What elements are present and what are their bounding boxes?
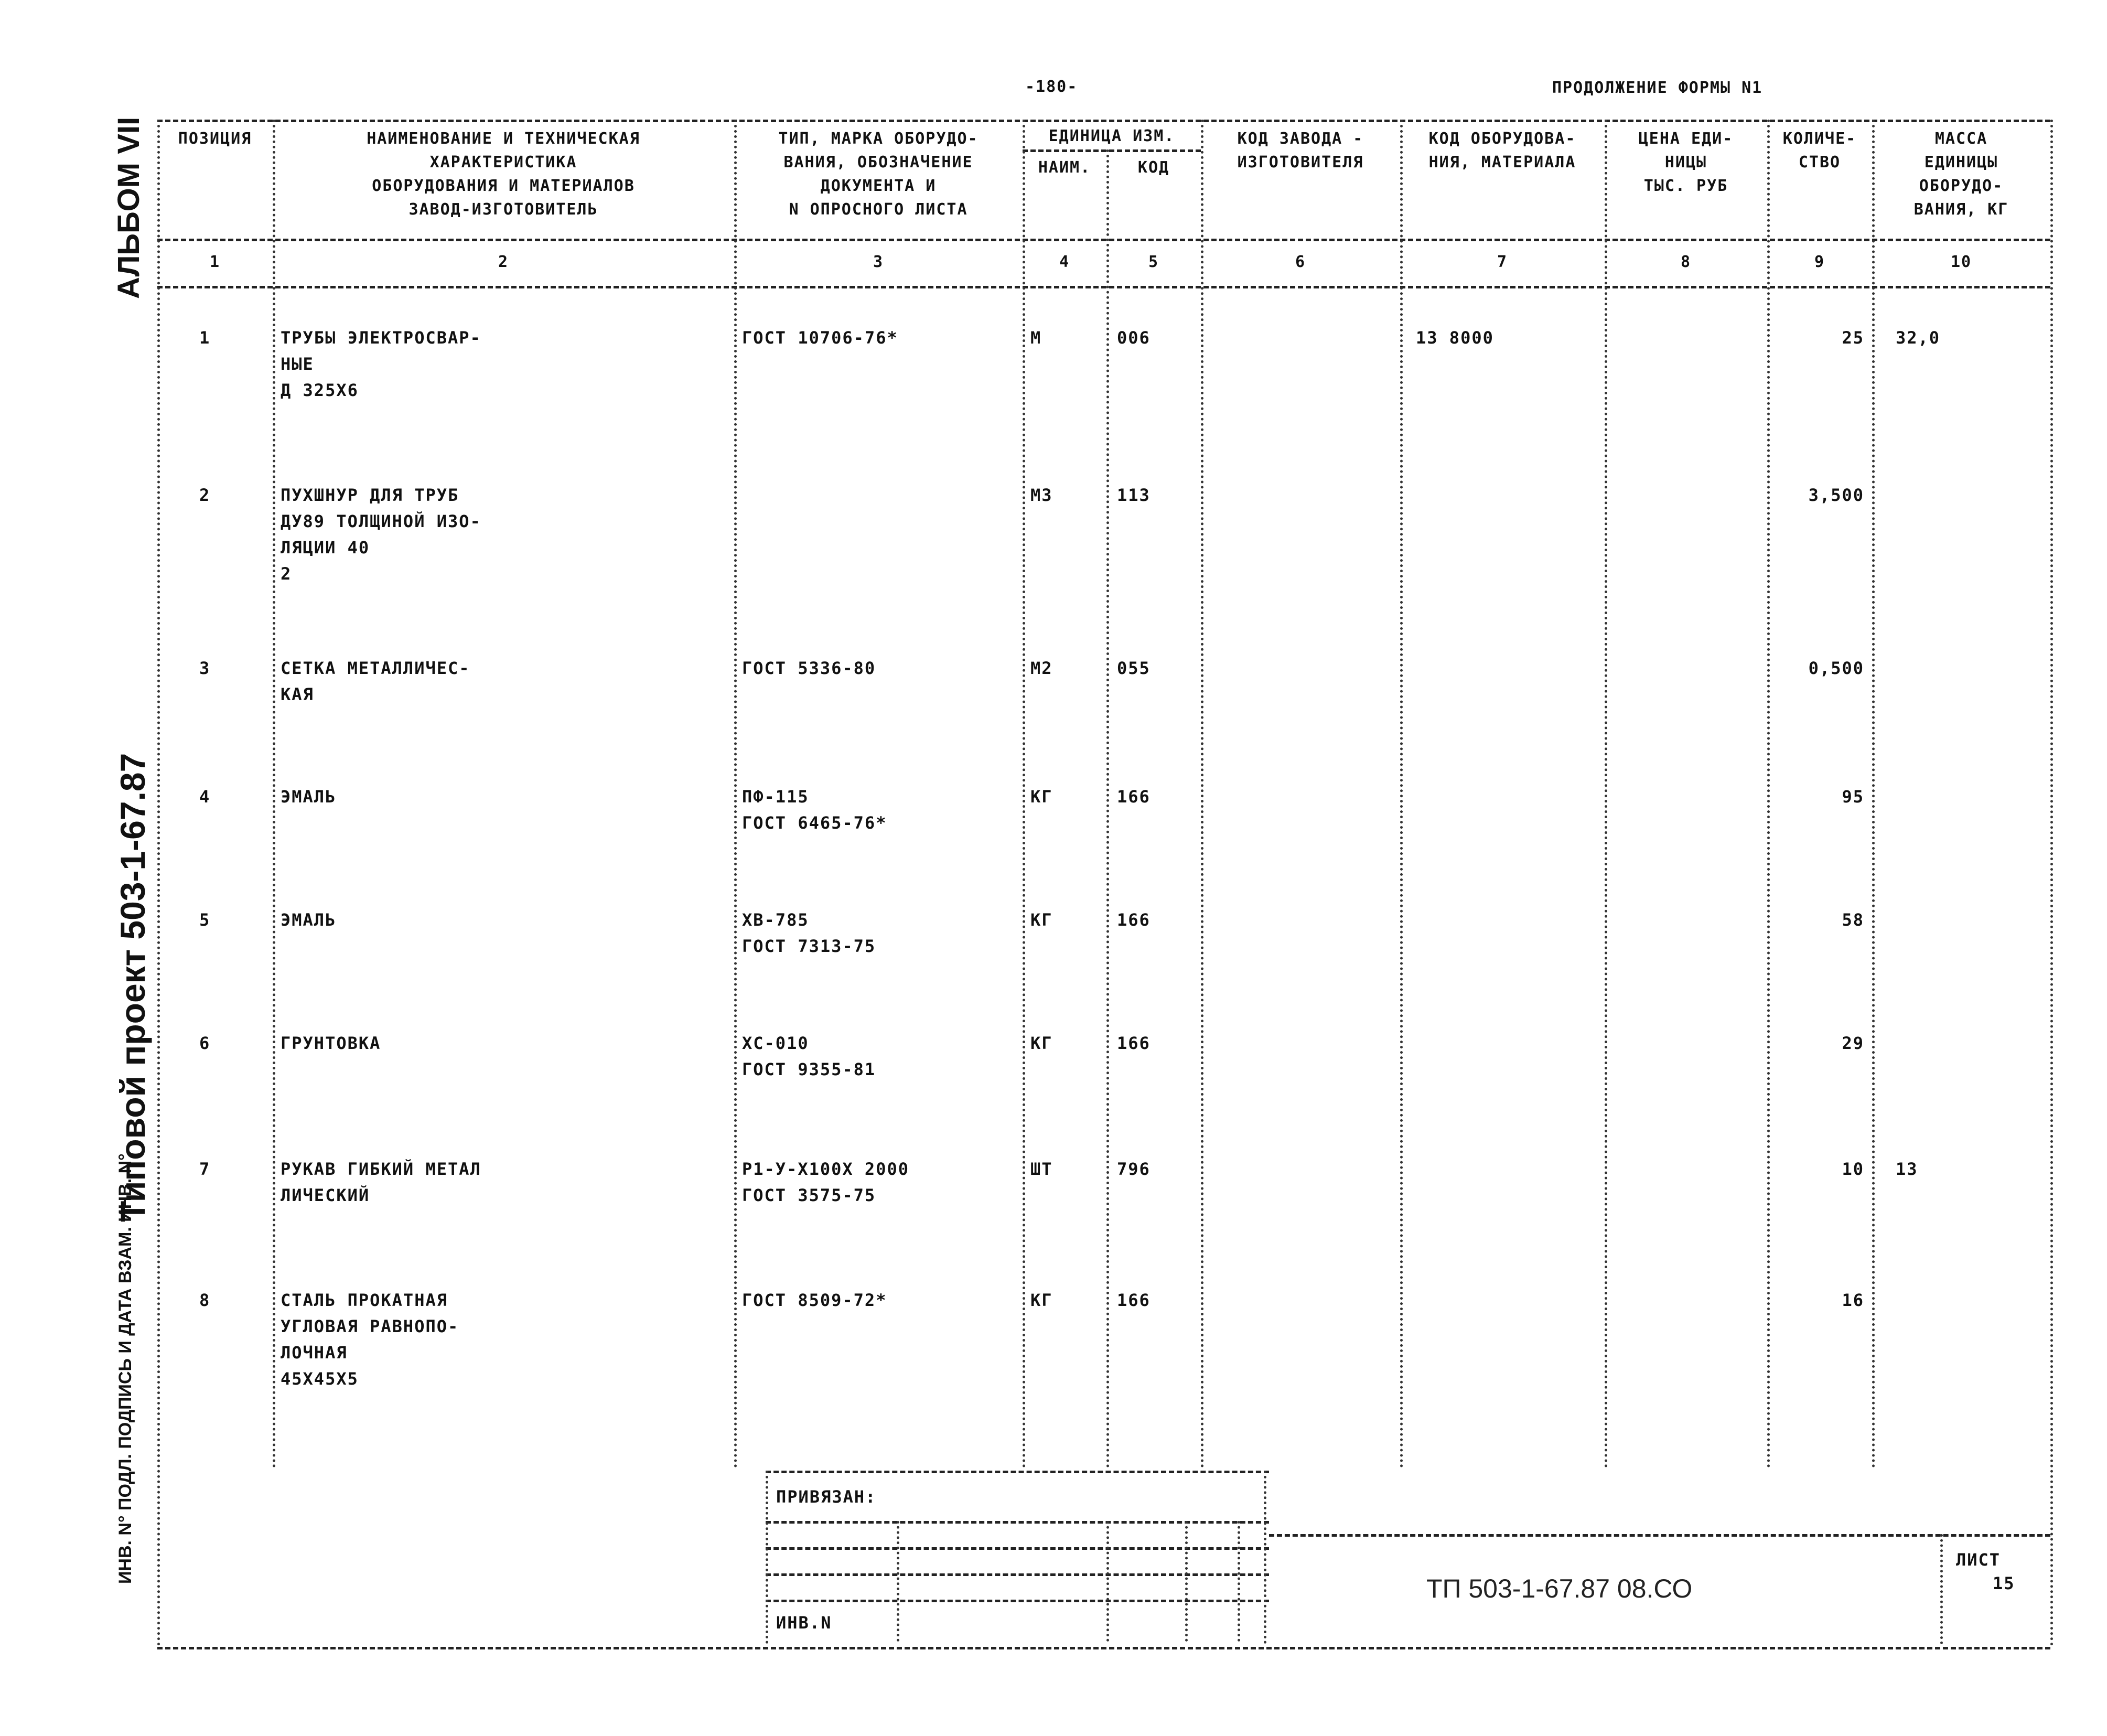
- row-name-line: РУКАВ ГИБКИЙ МЕТАЛ: [281, 1159, 481, 1179]
- row-quantity: 58: [1842, 910, 1864, 930]
- column-number-1: 1: [209, 253, 221, 271]
- column-header-8: ТЫС. РУБ: [1643, 177, 1728, 195]
- row-type-line: ГОСТ 10706-76*: [742, 328, 898, 348]
- row-unit-code: 113: [1117, 485, 1151, 505]
- column-header-5: КОД: [1137, 158, 1170, 177]
- column-header-3: N ОПРОСНОГО ЛИСТА: [789, 200, 968, 219]
- column-number-4: 4: [1059, 253, 1070, 271]
- row-unit-code: 166: [1117, 1290, 1151, 1310]
- row-name-line: ГРУНТОВКА: [281, 1033, 381, 1053]
- column-number-7: 7: [1497, 253, 1508, 271]
- row-quantity: 3,500: [1808, 485, 1864, 505]
- sheet-number: 15: [1993, 1573, 2015, 1593]
- row-quantity: 95: [1842, 787, 1864, 807]
- document-code: ТП 503-1-67.87 08.СО: [1426, 1574, 1693, 1603]
- row-mass: 32,0: [1896, 328, 1941, 348]
- row-name-line: СТАЛЬ ПРОКАТНАЯ: [281, 1290, 448, 1310]
- column-number-8: 8: [1680, 253, 1692, 271]
- column-header-4: НАИМ.: [1038, 158, 1091, 177]
- row-position: 5: [199, 910, 211, 930]
- column-header-2: ОБОРУДОВАНИЯ И МАТЕРИАЛОВ: [372, 177, 635, 195]
- row-unit: КГ: [1030, 787, 1053, 807]
- column-number-2: 2: [498, 253, 509, 271]
- row-unit: КГ: [1030, 1033, 1053, 1053]
- row-unit: КГ: [1030, 1290, 1053, 1310]
- row-name-line: Д 325Х6: [281, 380, 359, 400]
- stamp-inv-label: ИНВ.N: [776, 1613, 832, 1633]
- column-header-10: МАССА: [1934, 130, 1988, 148]
- column-header-10: ЕДИНИЦЫ: [1924, 153, 1998, 172]
- row-unit: М: [1030, 328, 1042, 348]
- row-position: 2: [199, 485, 211, 505]
- row-type-line: ГОСТ 3575-75: [742, 1185, 876, 1205]
- row-type-line: ГОСТ 5336-80: [742, 658, 876, 678]
- row-equipment-code: 13 8000: [1416, 328, 1494, 348]
- row-position: 3: [199, 658, 211, 678]
- column-header-2: ЗАВОД-ИЗГОТОВИТЕЛЬ: [408, 200, 598, 219]
- row-type-line: Р1-У-Х100Х 2000: [742, 1159, 909, 1179]
- row-mass: 13: [1896, 1159, 1918, 1179]
- row-unit-code: 166: [1117, 1033, 1151, 1053]
- row-type-line: ГОСТ 8509-72*: [742, 1290, 887, 1310]
- row-name-line: 45Х45Х5: [281, 1369, 359, 1389]
- column-number-6: 6: [1295, 253, 1306, 271]
- row-name-line: ЛИЧЕСКИЙ: [281, 1185, 370, 1205]
- row-name-line: ЛЯЦИИ 40: [281, 538, 370, 558]
- column-number-5: 5: [1148, 253, 1159, 271]
- row-name-line: УГЛОВАЯ РАВНОПО-: [281, 1316, 459, 1336]
- row-name-line: НЫЕ: [281, 354, 314, 374]
- row-name-line: ПУХШНУР ДЛЯ ТРУБ: [281, 485, 459, 505]
- column-header-9: КОЛИЧЕ-: [1782, 130, 1857, 148]
- column-header-8: ЦЕНА ЕДИ-: [1638, 130, 1734, 148]
- column-header-2: ХАРАКТЕРИСТИКА: [429, 153, 577, 172]
- row-unit: ШТ: [1030, 1159, 1053, 1179]
- row-type-line: ГОСТ 9355-81: [742, 1059, 876, 1079]
- side-project: Типовой проект 503-1-67.87: [113, 753, 152, 1222]
- column-header-3: ВАНИЯ, ОБОЗНАЧЕНИЕ: [783, 153, 973, 172]
- row-quantity: 25: [1842, 328, 1864, 348]
- row-quantity: 0,500: [1808, 658, 1864, 678]
- column-header-9: СТВО: [1798, 153, 1841, 172]
- row-name-line: ЛОЧНАЯ: [281, 1343, 348, 1363]
- row-position: 4: [199, 787, 211, 807]
- column-number-9: 9: [1814, 253, 1825, 271]
- column-header-10: ОБОРУДО-: [1919, 177, 2004, 195]
- column-header-7: НИЯ, МАТЕРИАЛА: [1428, 153, 1576, 172]
- column-number-3: 3: [873, 253, 884, 271]
- row-unit-code: 796: [1117, 1159, 1151, 1179]
- column-header-6: ИЗГОТОВИТЕЛЯ: [1237, 153, 1364, 172]
- column-header-3: ТИП, МАРКА ОБОРУДО-: [778, 130, 979, 148]
- row-type-line: ХВ-785: [742, 910, 809, 930]
- row-unit-code: 166: [1117, 787, 1151, 807]
- row-unit-code: 166: [1117, 910, 1151, 930]
- side-album: АЛЬБОМ VII: [112, 116, 146, 299]
- row-quantity: 29: [1842, 1033, 1864, 1053]
- row-unit: М3: [1030, 485, 1053, 505]
- row-unit: М2: [1030, 658, 1053, 678]
- row-name-line: ЭМАЛЬ: [281, 910, 337, 930]
- column-header-3: ДОКУМЕНТА И: [820, 177, 937, 195]
- row-type-line: ХС-010: [742, 1033, 809, 1053]
- row-position: 8: [199, 1290, 211, 1310]
- row-position: 6: [199, 1033, 211, 1053]
- row-type-line: ГОСТ 6465-76*: [742, 813, 887, 833]
- column-header-1: ПОЗИЦИЯ: [178, 130, 252, 148]
- row-unit-code: 006: [1117, 328, 1151, 348]
- column-header-6: КОД ЗАВОДА -: [1237, 130, 1364, 148]
- unit-group-header: ЕДИНИЦА ИЗМ.: [1048, 127, 1175, 145]
- column-number-10: 10: [1950, 253, 1972, 271]
- column-header-2: НАИМЕНОВАНИЕ И ТЕХНИЧЕСКАЯ: [367, 130, 640, 148]
- column-header-10: ВАНИЯ, КГ: [1914, 200, 2009, 219]
- row-name-line: ТРУБЫ ЭЛЕКТРОСВАР-: [281, 328, 481, 348]
- column-header-8: НИЦЫ: [1664, 153, 1707, 172]
- side-inventory: ИНВ. N° ПОДЛ. ПОДПИСЬ И ДАТА ВЗАМ. ИНВ. N°: [115, 1153, 135, 1584]
- row-type-line: ГОСТ 7313-75: [742, 936, 876, 956]
- row-unit-code: 055: [1117, 658, 1151, 678]
- sheet-label: ЛИСТ: [1956, 1550, 2001, 1570]
- form-title: ПРОДОЛЖЕНИЕ ФОРМЫ N1: [1552, 79, 1763, 97]
- page-number: -180-: [1025, 78, 1078, 96]
- row-name-line: СЕТКА МЕТАЛЛИЧЕС-: [281, 658, 470, 678]
- row-type-line: ПФ-115: [742, 787, 809, 807]
- row-unit: КГ: [1030, 910, 1053, 930]
- row-name-line: ЭМАЛЬ: [281, 787, 337, 807]
- row-position: 1: [199, 328, 211, 348]
- row-quantity: 16: [1842, 1290, 1864, 1310]
- row-name-line: ДУ89 ТОЛЩИНОЙ ИЗО-: [281, 511, 481, 531]
- column-header-7: КОД ОБОРУДОВА-: [1428, 130, 1576, 148]
- row-position: 7: [199, 1159, 211, 1179]
- row-name-line: 2: [281, 564, 292, 584]
- row-name-line: КАЯ: [281, 684, 314, 704]
- stamp-bound-label: ПРИВЯЗАН:: [776, 1487, 877, 1507]
- row-quantity: 10: [1842, 1159, 1864, 1179]
